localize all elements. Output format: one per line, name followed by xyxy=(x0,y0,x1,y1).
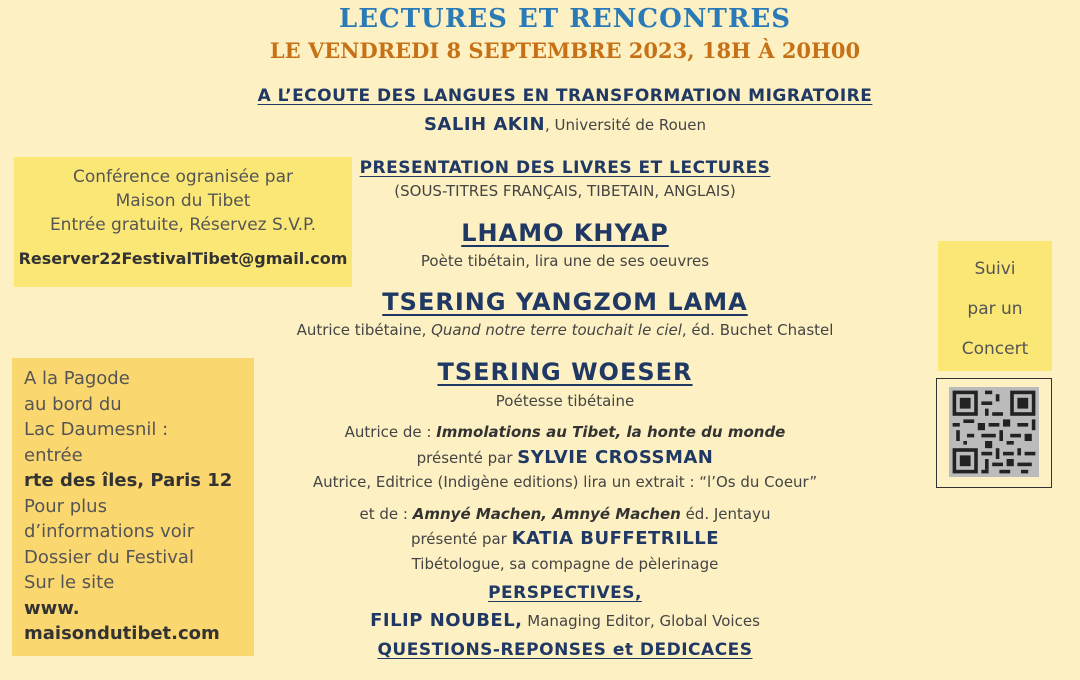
concert-line-3: Concert xyxy=(961,339,1029,359)
presenter-sylvie-role: Autrice, Editrice (Indigène editions) lira un extrait : “l’Os du Coeur” xyxy=(312,473,818,491)
author-name-3: TSERING WOESER xyxy=(437,358,693,386)
second-book-line xyxy=(240,505,890,523)
katia-presenter-line xyxy=(240,528,890,549)
author-name-2: TSERING YANGZOM LAMA xyxy=(382,288,748,316)
talk-title: A L’ECOUTE DES LANGUES EN TRANSFORMATION MIGRATOIRE xyxy=(257,86,873,106)
talk-speaker: SALIH AKIN xyxy=(423,114,546,135)
presenter-sylvie: SYLVIE CROSSMAN xyxy=(517,447,714,468)
website-line-1[interactable]: www. xyxy=(24,597,80,619)
author-name-1: LHAMO KHYAP xyxy=(461,219,669,247)
concert-line-2: par un xyxy=(967,299,1023,319)
woeser-presenter-line xyxy=(240,447,890,468)
author-desc-2-prefix: Autrice tibétaine, xyxy=(296,321,432,339)
author-desc-2-suffix: , éd. Buchet Chastel xyxy=(681,321,834,339)
location-line-3: Lac Daumesnil : xyxy=(24,419,169,440)
location-address: rte des îles, Paris 12 xyxy=(24,470,233,491)
perspectives-title: PERSPECTIVES, xyxy=(488,583,642,603)
presented-by-label-2: présenté par xyxy=(410,530,512,548)
closing-title: QUESTIONS-REPONSES et DEDICACES xyxy=(377,640,753,660)
info-line-4: Sur le site xyxy=(24,572,115,593)
concert-line-1: Suivi xyxy=(974,259,1016,279)
presented-by-label: présenté par xyxy=(416,449,518,467)
location-line-4: entrée xyxy=(24,444,83,466)
presentation-subtitle: (SOUS-TITRES FRANÇAIS, TIBETAIN, ANGLAIS) xyxy=(394,182,736,200)
author-desc-3: Poétesse tibétaine xyxy=(495,392,635,410)
qr-code-box[interactable] xyxy=(936,378,1052,488)
info-box xyxy=(14,157,352,287)
reservation-email[interactable]: Reserver22FestivalTibet@gmail.com xyxy=(18,249,348,268)
perspectives-role: Managing Editor, Global Voices xyxy=(522,612,760,630)
info-line-2: d’informations voir xyxy=(24,521,195,542)
perspectives-speaker: FILIP NOUBEL, xyxy=(370,610,523,631)
second-book-publisher: éd. Jentayu xyxy=(680,505,771,523)
page-title: LECTURES ET RENCONTRES xyxy=(338,4,792,34)
author-book-2: Quand notre terre touchait le ciel xyxy=(431,321,682,339)
woeser-book-prefix: Autrice de : xyxy=(344,423,437,441)
talk-speaker-line xyxy=(300,114,830,135)
perspectives-speaker-line xyxy=(280,610,850,631)
concert-box xyxy=(938,241,1052,371)
info-line-1: Pour plus xyxy=(24,495,107,517)
info-organizer: Maison du Tibet xyxy=(115,191,251,211)
woeser-book-line xyxy=(240,423,890,441)
info-line-3: Dossier du Festival xyxy=(24,546,194,568)
location-line-1: A la Pagode xyxy=(24,368,130,389)
woeser-book-title: Immolations au Tibet, la honte du monde xyxy=(436,423,786,441)
location-line-2: au bord du xyxy=(24,393,122,415)
website-line-2[interactable]: maisondutibet.com xyxy=(24,623,220,644)
second-book-title: Amnyé Machen, Amnyé Machen xyxy=(412,505,681,523)
second-book-prefix: et de : xyxy=(359,505,413,523)
info-entry: Entrée gratuite, Réservez S.V.P. xyxy=(49,215,317,235)
presenter-katia: KATIA BUFFETRILLE xyxy=(511,528,720,549)
presenter-katia-role: Tibétologue, sa compagne de pèlerinage xyxy=(411,555,719,573)
author-desc-2 xyxy=(220,321,910,339)
presentation-title: PRESENTATION DES LIVRES ET LECTURES xyxy=(359,158,771,178)
talk-affiliation: , Université de Rouen xyxy=(545,116,707,134)
location-box xyxy=(12,358,254,656)
event-date: LE VENDREDI 8 SEPTEMBRE 2023, 18H À 20H00 xyxy=(269,38,861,63)
info-organizer-label: Conférence ogranisée par xyxy=(72,167,294,187)
qr-code-icon xyxy=(949,387,1039,477)
author-desc-1: Poète tibétain, lira une de ses oeuvres xyxy=(420,252,710,270)
